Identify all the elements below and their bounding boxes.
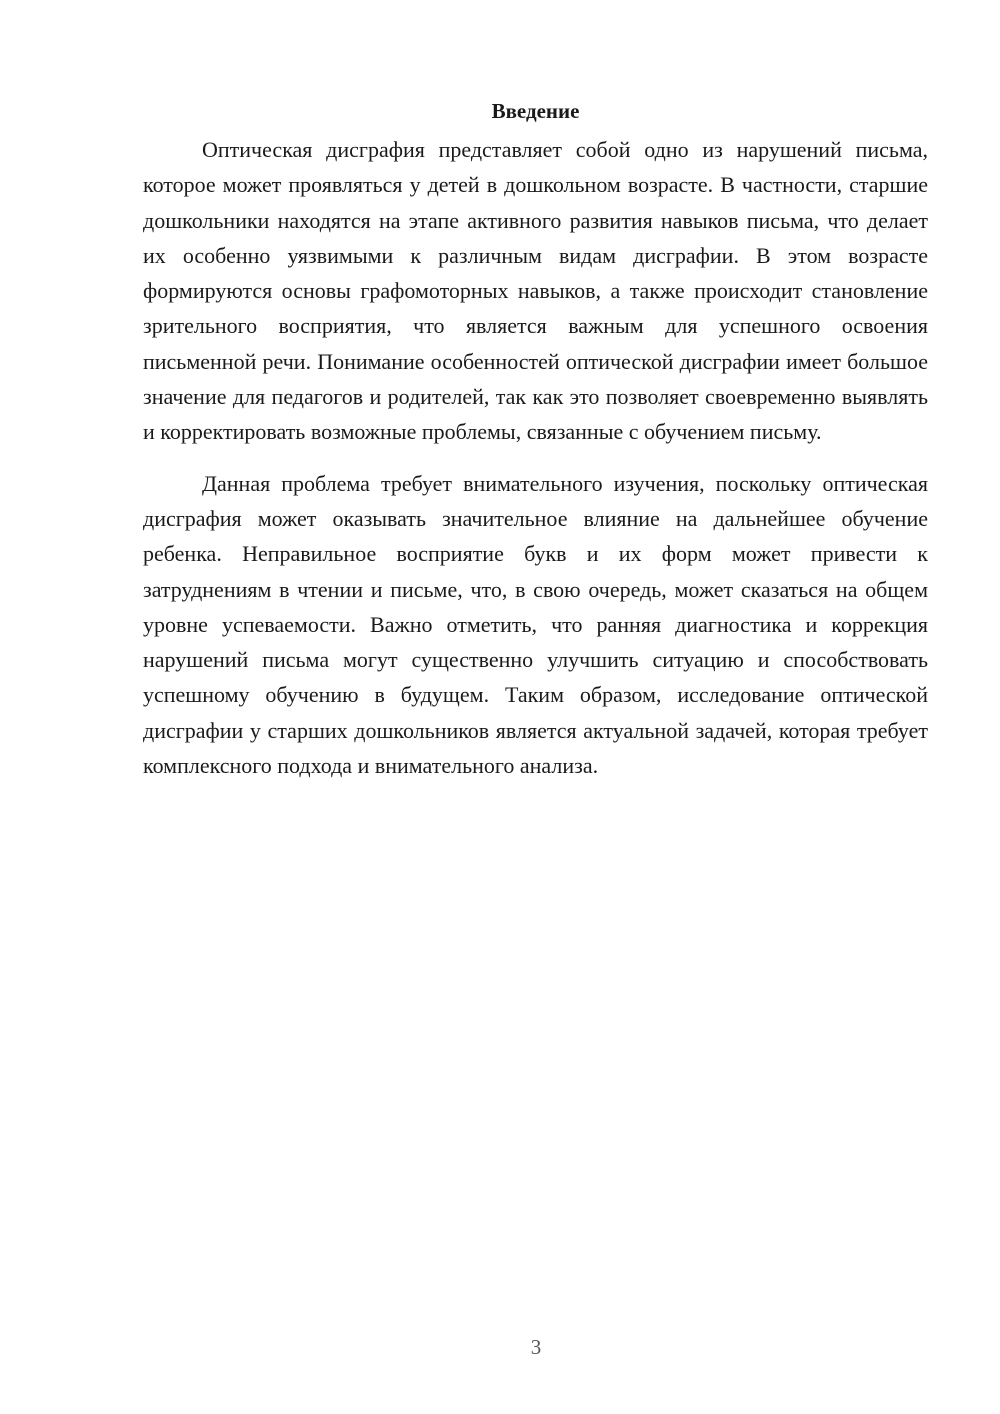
paragraph-2: Данная проблема требует внимательного изучения, поскольку оптическая дисграфия может оказывать значительное влияние на дальнейшее обучение ребенка. Неправильное восприятие букв и их форм может привести к затруднениям в чтении и письме, что, в свою очередь, может сказаться на общем уровне успеваемости. Важно отметить, что ранняя диагностика и коррекция нарушений письма могут существенно улучшить ситуацию и способствовать успешному обучению в будущем. Таким образом, исследование оптической дисграфии у старших дошкольников является актуальной задачей, которая требует комплексного подхода и внимательного анализа. bbox=[143, 470, 928, 779]
paragraph-1: Оптическая дисграфия представляет собой одно из нарушений письма, которое может проявляться у детей в дошкольном возрасте. В частности, старшие дошкольники находятся на этапе активного развития навыков письма, что делает их особенно уязвимыми к различным видам дисграфии. В этом возрасте формируются основы графомоторных навыков, а также происходит становление зрительного восприятия, что является важным для успешного освоения письменной речи. Понимание особенностей оптической дисграфии имеет большое значение для педагогов и родителей, так как это позволяет своевременно выявлять и корректировать возможные проблемы, связанные с обучением письму. bbox=[143, 137, 928, 445]
page-number: 3 bbox=[530, 1335, 542, 1359]
section-heading: Введение bbox=[491, 99, 580, 123]
page-body bbox=[143, 96, 928, 783]
